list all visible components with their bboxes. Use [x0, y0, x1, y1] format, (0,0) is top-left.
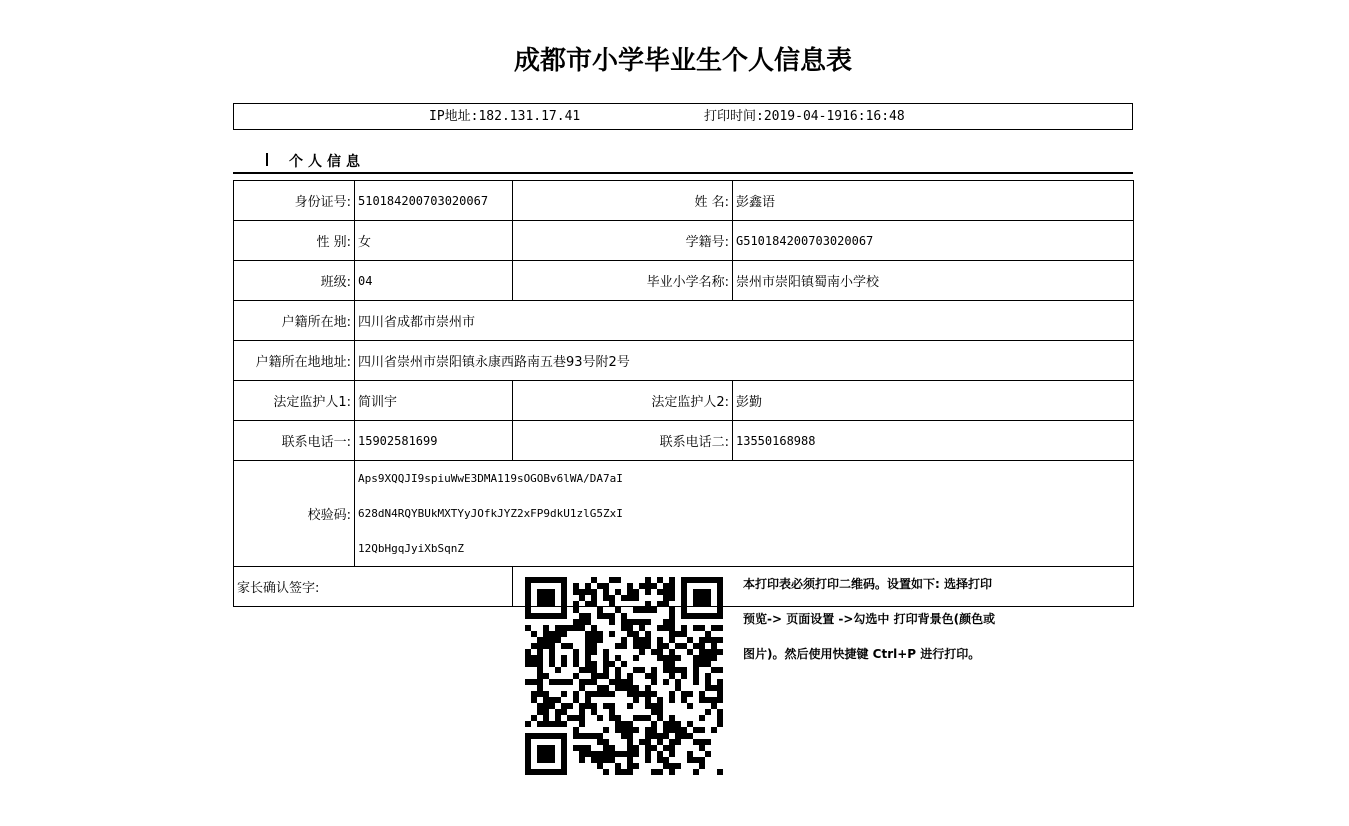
- section-title: 个人信息: [289, 154, 365, 170]
- hukou-value: 四川省成都市崇州市: [355, 301, 1134, 341]
- check-code: [355, 461, 1134, 567]
- print-time-label: 打印时间:: [704, 109, 764, 124]
- address-value: 四川省崇州市崇阳镇永康西路南五巷93号附2号: [355, 341, 1134, 381]
- table-row: [234, 181, 1134, 221]
- name-label: 姓 名:: [513, 181, 733, 221]
- table-row: [234, 221, 1134, 261]
- section-bar: [266, 153, 268, 166]
- info-table: [233, 180, 1134, 661]
- gender-label: 性 别:: [234, 221, 355, 261]
- qr-code-icon: [525, 577, 723, 775]
- check-code-line: 12QbHgqJyiXbSqnZ: [358, 542, 464, 555]
- sign-label: 家长确认签字:: [237, 581, 320, 596]
- hukou-label: 户籍所在地:: [234, 301, 355, 341]
- class-value: 04: [355, 261, 513, 301]
- print-time-value: 2019-04-1916:16:48: [763, 109, 905, 124]
- guardian1-value: 简训宇: [355, 381, 513, 421]
- phone1-label: 联系电话一:: [234, 421, 355, 461]
- school-label: 毕业小学名称:: [513, 261, 733, 301]
- check-label: 校验码:: [234, 461, 355, 567]
- guardian2-value: 彭勤: [733, 381, 1134, 421]
- qr-cell: [513, 567, 1134, 661]
- name-value: 彭鑫语: [733, 181, 1134, 221]
- phone1-value: 15902581699: [355, 421, 513, 461]
- table-row: [234, 381, 1134, 421]
- guardian2-label: 法定监护人2:: [513, 381, 733, 421]
- class-label: 班级:: [234, 261, 355, 301]
- check-code-line: 628dN4RQYBUkMXTYyJOfkJYZ2xFP9dkU1zlG5ZxI: [358, 507, 623, 520]
- student-no-value: G510184200703020067: [733, 221, 1134, 261]
- check-code-line: Aps9XQQJI9spiuWwE3DMA119sOGOBv6lWA/DA7aI: [358, 472, 623, 485]
- id-label: 身份证号:: [234, 181, 355, 221]
- phone2-value: 13550168988: [733, 421, 1134, 461]
- school-value: 崇州市崇阳镇蜀南小学校: [733, 261, 1134, 301]
- print-time-info: [704, 104, 905, 129]
- guardian1-label: 法定监护人1:: [234, 381, 355, 421]
- address-label: 户籍所在地地址:: [234, 341, 355, 381]
- id-value: 510184200703020067: [355, 181, 513, 221]
- qr-note-line: 图片)。然后使用快捷键 Ctrl+P 进行打印。: [743, 647, 981, 661]
- parent-signature-cell: [234, 567, 513, 607]
- ip-info: [429, 104, 580, 129]
- qr-note-line: 本打印表必须打印二维码。设置如下: 选择打印: [743, 577, 992, 591]
- table-row: [234, 261, 1134, 301]
- page-title: 成都市小学毕业生个人信息表: [513, 46, 852, 76]
- phone2-label: 联系电话二:: [513, 421, 733, 461]
- table-row: [234, 421, 1134, 461]
- table-row: [234, 461, 1134, 567]
- student-no-label: 学籍号:: [513, 221, 733, 261]
- ip-value: 182.131.17.41: [478, 109, 581, 124]
- meta-bar: [233, 103, 1133, 130]
- table-row: [234, 341, 1134, 381]
- table-row: [234, 567, 1134, 607]
- qr-note-line: 预览-> 页面设置 ->勾选中 打印背景色(颜色或: [743, 612, 996, 626]
- table-row: [234, 301, 1134, 341]
- qr-instructions: [743, 567, 1043, 672]
- section-header: [233, 150, 1133, 174]
- ip-label: IP地址:: [429, 109, 479, 124]
- gender-value: 女: [355, 221, 513, 261]
